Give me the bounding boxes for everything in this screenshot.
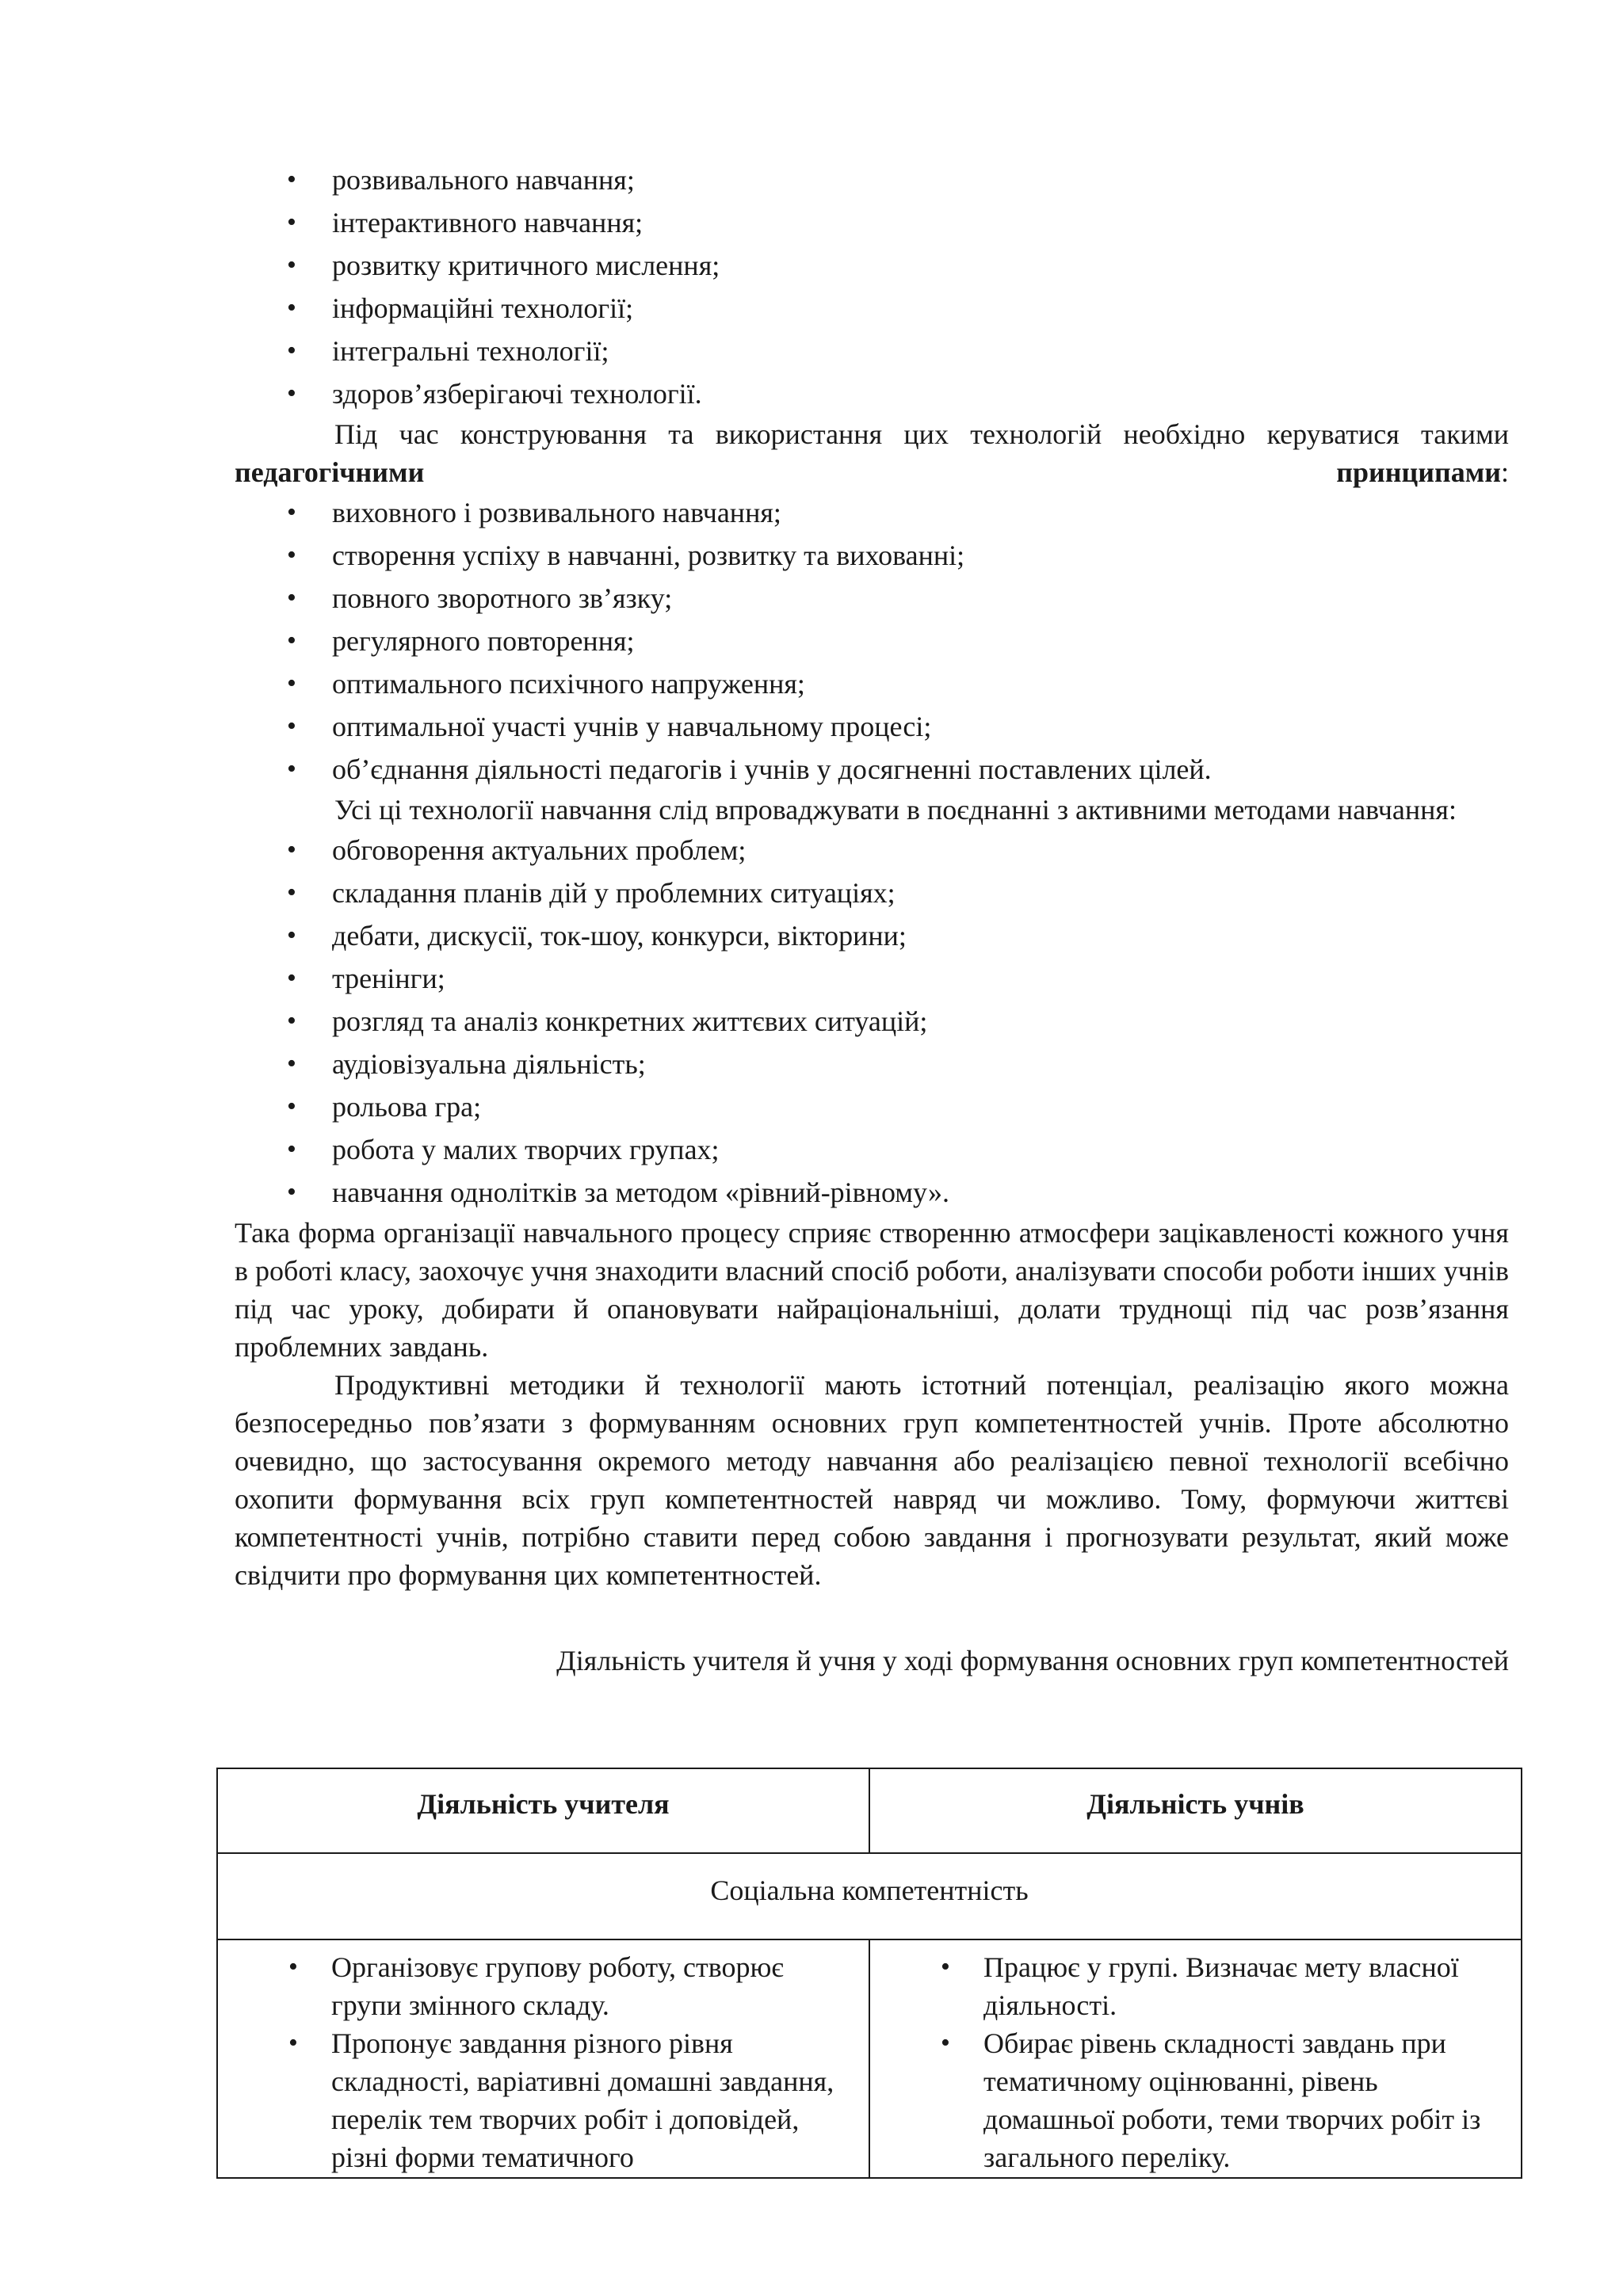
list-item: • інтегральні технології; bbox=[235, 330, 1509, 372]
list-item: • регулярного повторення; bbox=[235, 620, 1509, 662]
list-item: • розгляд та аналіз конкретних життєвих ситуацій; bbox=[235, 1000, 1509, 1043]
paragraph-form: Така форма організації навчального процесу сприяє створенню атмосфери зацікавленості кожного учня в роботі класу, заохочує учня знаходити власний спосіб роботи, аналізувати способи роботи інших учнів під час уроку, добирати й опановувати найраціональніші, долати труднощі під час розв’язання проблемних завдань. bbox=[235, 1217, 1509, 1363]
principles-intro bbox=[235, 415, 1509, 491]
list-item: • інтерактивного навчання; bbox=[235, 201, 1509, 244]
methods-list bbox=[235, 829, 1509, 1214]
student-cell bbox=[869, 1939, 1522, 2178]
list-item: • тренінги; bbox=[235, 957, 1509, 1000]
competence-table bbox=[216, 1768, 1522, 2179]
list-item: • об’єднання діяльності педагогів і учнів у досягненні поставлених цілей. bbox=[235, 748, 1509, 791]
teacher-cell bbox=[217, 1939, 869, 2178]
list-item: • обговорення актуальних проблем; bbox=[235, 829, 1509, 871]
principles-list bbox=[235, 491, 1509, 791]
table-caption: Діяльність учителя й учня у ході формування основних груп компетентностей bbox=[556, 1645, 1509, 1676]
technologies-list bbox=[235, 158, 1509, 415]
list-item: • рольова гра; bbox=[235, 1085, 1509, 1128]
principles-intro-colon: : bbox=[1500, 456, 1509, 488]
list-item: • Обирає рівень складності завдань при тематичному оцінюванні, рівень домашньої роботи, теми творчих робіт із загального переліку. bbox=[871, 2024, 1520, 2176]
list-item: • дебати, дискусії, ток-шоу, конкурси, вікторини; bbox=[235, 914, 1509, 957]
list-item: • виховного і розвивального навчання; bbox=[235, 491, 1509, 534]
list-item: • розвивального навчання; bbox=[235, 158, 1509, 201]
list-item: • інформаційні технології; bbox=[235, 287, 1509, 330]
table-header-row bbox=[217, 1768, 1522, 1853]
student-items bbox=[871, 1948, 1520, 2176]
list-item: • оптимальної участі учнів у навчальному процесі; bbox=[235, 705, 1509, 748]
table-section-row bbox=[217, 1853, 1522, 1939]
methods-intro: Усі ці технології навчання слід впроваджувати в поєднанні з активними методами навчання: bbox=[334, 794, 1457, 826]
header-teacher: Діяльність учителя bbox=[217, 1768, 869, 1853]
list-item: • навчання однолітків за методом «рівний-рівному». bbox=[235, 1171, 1509, 1214]
list-item: • Організовує групову роботу, створює групи змінного складу. bbox=[219, 1948, 868, 2024]
list-item: • складання планів дій у проблемних ситуаціях; bbox=[235, 871, 1509, 914]
principles-intro-bold: педагогічними принципами bbox=[235, 456, 1501, 488]
list-item: • Пропонує завдання різного рівня складності, варіативні домашні завдання, перелік тем творчих робіт і доповідей, різні форми тематичного bbox=[219, 2024, 868, 2176]
list-item: • здоров’язберігаючі технології. bbox=[235, 372, 1509, 415]
paragraph-productive: Продуктивні методики й технології мають істотний потенціал, реалізацію якого можна безпосередньо пов’язати з формуванням основних груп компетентностей учнів. Проте абсолютно очевидно, що застосування окремого методу навчання або реалізацією певної технології всебічно охопити формування всіх груп компетентностей навряд чи можливо. Тому, формуючи життєві компетентності учнів, потрібно ставити перед собою завдання і прогнозувати результат, який може свідчити про формування цих компетентностей. bbox=[235, 1369, 1509, 1591]
list-item: • робота у малих творчих групах; bbox=[235, 1128, 1509, 1171]
list-item: • створення успіху в навчанні, розвитку та вихованні; bbox=[235, 534, 1509, 577]
principles-intro-text: Під час конструювання та використання цих технологій необхідно керуватися такими bbox=[334, 418, 1509, 450]
header-students: Діяльність учнів bbox=[869, 1768, 1522, 1853]
list-item: • оптимального психічного напруження; bbox=[235, 662, 1509, 705]
list-item: • розвитку критичного мислення; bbox=[235, 244, 1509, 287]
list-item: • аудіовізуальна діяльність; bbox=[235, 1043, 1509, 1085]
page-content bbox=[235, 158, 1509, 1680]
teacher-items bbox=[219, 1948, 868, 2176]
list-item: • Працює у групі. Визначає мету власної діяльності. bbox=[871, 1948, 1520, 2024]
table-row bbox=[217, 1939, 1522, 2178]
list-item: • повного зворотного зв’язку; bbox=[235, 577, 1509, 620]
section-title: Соціальна компетентність bbox=[217, 1853, 1522, 1939]
